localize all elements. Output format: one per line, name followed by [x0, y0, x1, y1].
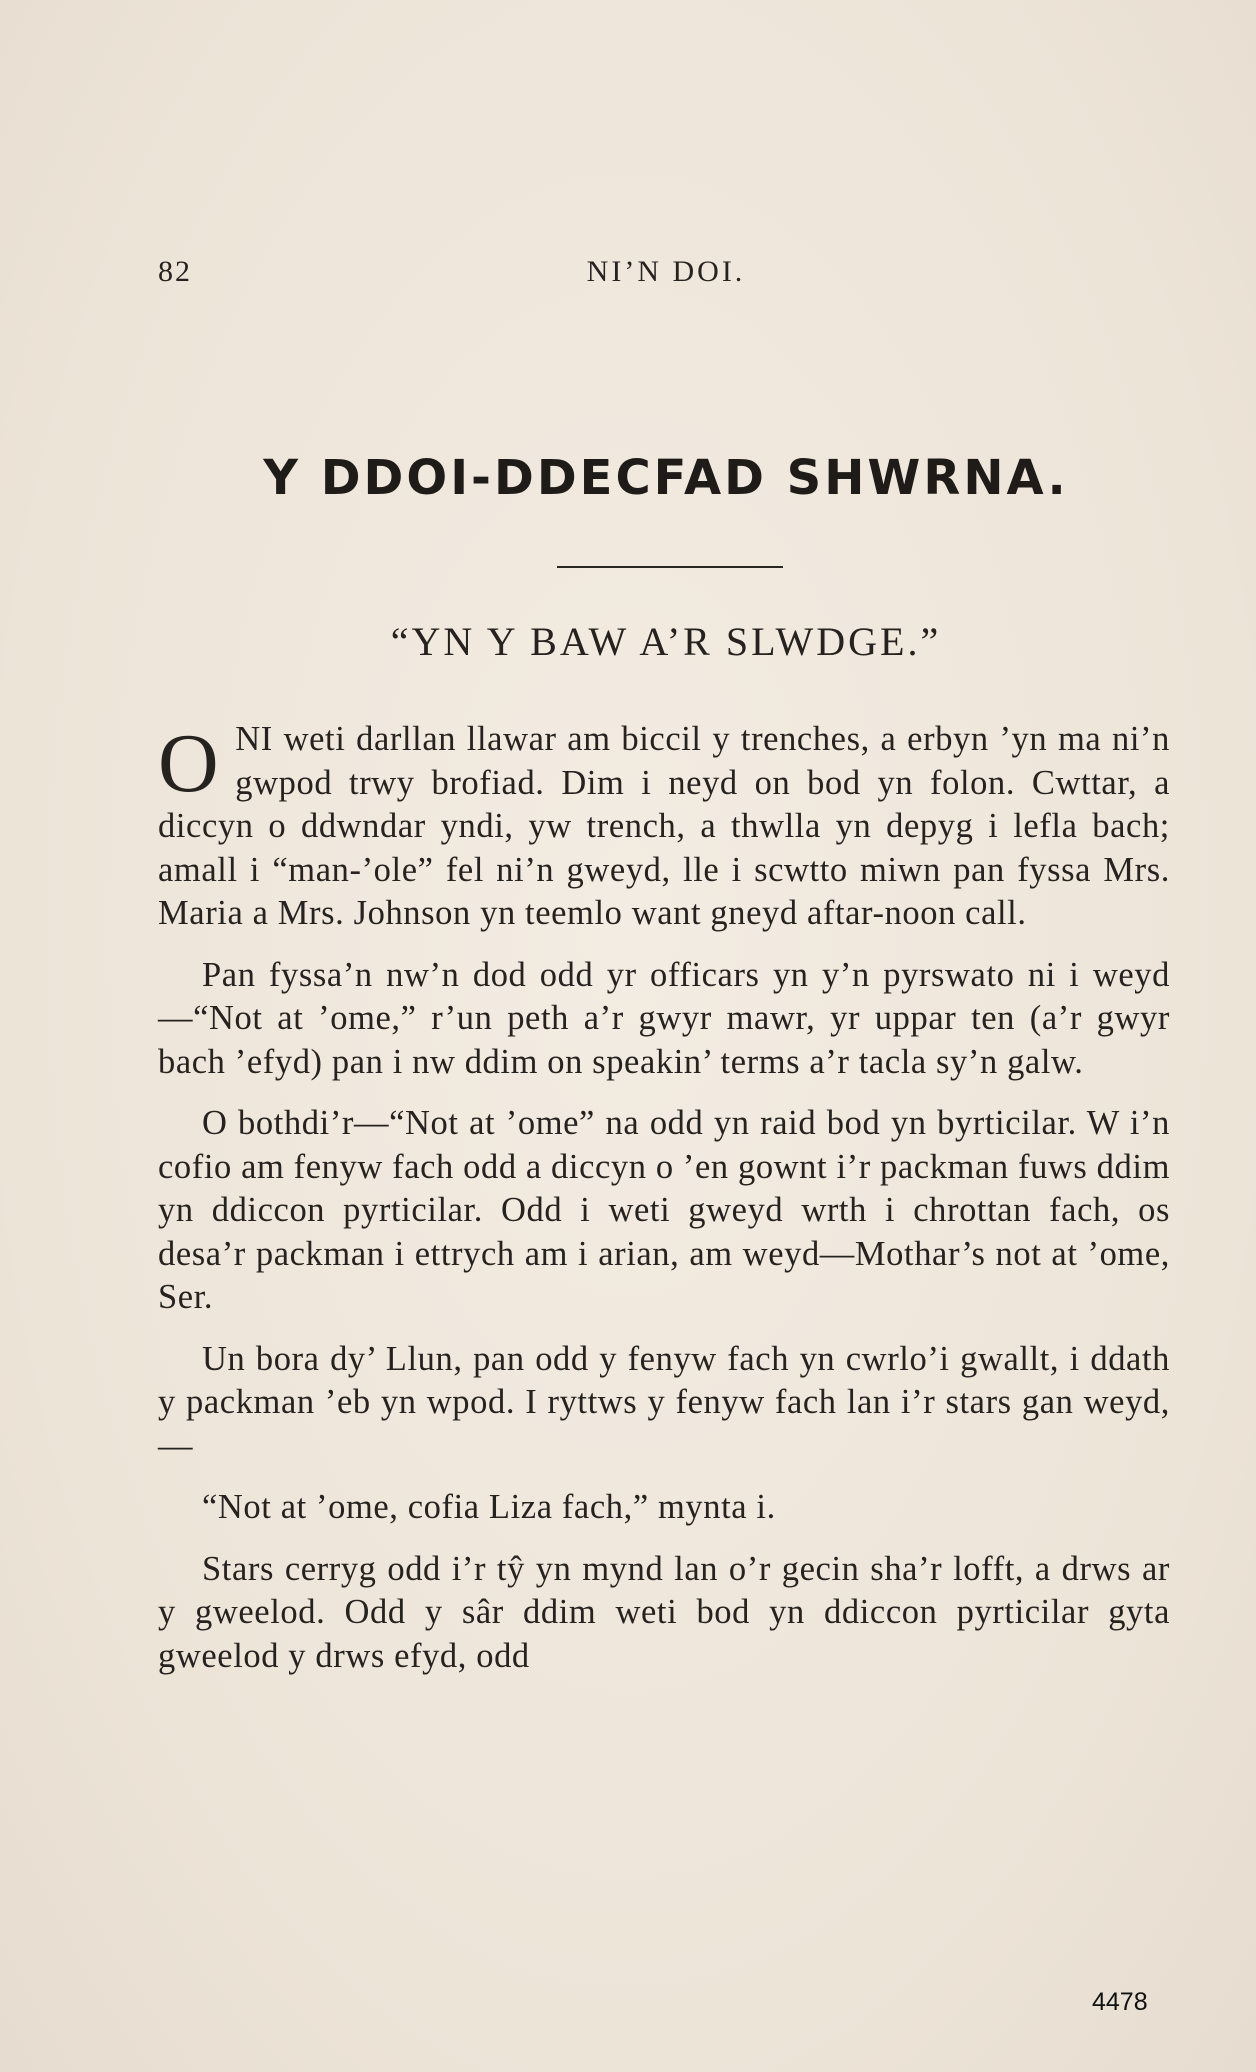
page-header	[158, 255, 1174, 295]
body-text	[158, 718, 1170, 1696]
chapter-subtitle: “YN Y BAW A’R SLWDGE.”	[390, 619, 942, 664]
paragraph-3: O bothdi’r—“Not at ’ome” na odd yn raid bod yn byrticilar. W i’n cofio am fenyw fach odd a diccyn o ’en gownt i’r packman fuws ddim yn ddiccon pyrticilar. Odd i weti gweyd wrth i chrottan fach, os desa’r packman i ettrych am i arian, am weyd—Mothar’s not at ’ome, Ser.	[158, 1104, 1171, 1316]
paragraph-1	[158, 718, 1170, 936]
paragraph-2: Pan fyssa’n nw’n dod odd yr officars yn y’n pyrswato ni i weyd—“Not at ’ome,” r’un peth a’r gwyr mawr, yr uppar ten (a’r gwyr bach ’efyd) pan i nw ddim on speakin’ terms a’r tacla sy’n galw.	[158, 955, 1170, 1081]
page-number: 82	[158, 255, 192, 288]
paragraph-4: Un bora dy’ Llun, pan odd y fenyw fach yn cwrlo’i gwallt, i ddath y packman ’eb yn wpod. I ryttws y fenyw fach lan i’r stars gan weyd,—	[158, 1339, 1170, 1465]
chapter-title: Y DDOI-DDECFAD SHWRNA.	[263, 450, 1069, 506]
paragraph-1-text: NI weti darllan llawar am biccil y trenches, a erbyn ’yn ma ni’n gwpod trwy brofiad. Dim i neyd on bod yn folon. Cwttar, a diccyn o ddwndar yndi, yw trench, a thwlla yn depyg i lefla bach; amall i “man-’ole” fel ni’n gweyd, lle i scwtto miwn pan fyssa Mrs. Maria a Mrs. Johnson yn teemlo want gneyd aftar-noon call.	[158, 720, 1170, 932]
title-divider	[557, 566, 783, 568]
running-title: NI’N DOI.	[586, 255, 746, 288]
catalog-number: 4478	[1092, 1988, 1148, 2016]
drop-cap: O	[158, 717, 220, 810]
paragraph-5: “Not at ’ome, cofia Liza fach,” mynta i.	[202, 1488, 776, 1526]
paragraph-6: Stars cerryg odd i’r tŷ yn mynd lan o’r gecin sha’r lofft, a drws ar y gweelod. Odd y sâr ddim weti bod yn ddiccon pyrticilar gyta gweelod y drws efyd, odd	[158, 1549, 1170, 1675]
